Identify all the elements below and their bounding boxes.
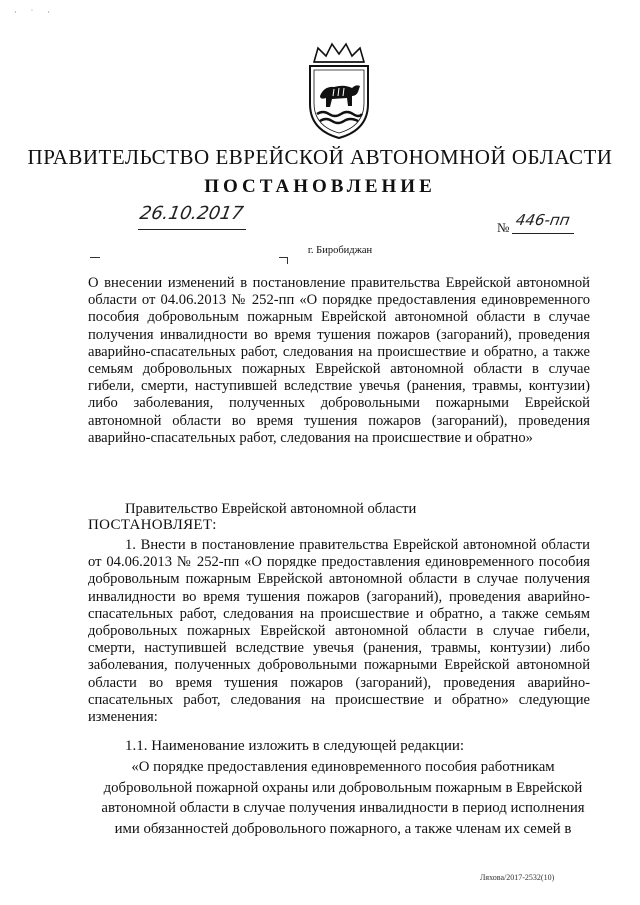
corner-mark-right xyxy=(279,257,288,264)
handwritten-number: 446-пп xyxy=(514,211,572,229)
footer-code: Ляхова/2017-2532(10) xyxy=(480,873,555,882)
quote-line: автономной области в случае получения инвалидности в период исполнения xyxy=(101,800,585,816)
quoted-title xyxy=(88,757,598,839)
document-type: ПОСТАНОВЛЕНИЕ xyxy=(204,176,436,197)
number-sign: № xyxy=(497,220,510,235)
quote-line: ими обязанностей добровольного пожарного, а также членам их семей в xyxy=(114,820,572,837)
date-underline xyxy=(138,229,246,230)
quote-line: добровольной пожарной охраны или добровольным пожарным в Еврейской xyxy=(103,779,583,796)
item-1-1: 1.1. Наименование изложить в следующей редакции: xyxy=(125,738,465,754)
corner-mark-left xyxy=(90,257,100,264)
quote-line: «О порядке предоставления единовременного пособия работникам xyxy=(131,759,555,775)
subject-paragraph: О внесении изменений в постановление правительства Еврейской автономной области от 04.06.2013 № 252-пп «О порядке предоставления единовременного пособия добровольным пожарным Еврейской автономной области в случае получения инвалидности во время тушения пожаров (загораний), проведения аварийно-спасательных работ, следования на происшествие и обратно, а также семьям добровольных пожарных Еврейской автономной области в случае гибели, смерти, наступившей вследствие увечья (ранения, травмы, контузии) либо заболевания, полученных добровольными пожарными Еврейской автономной области во время тушения пожаров (загораний), проведения аварийно-спасательных работ, следования на происшествие и обратно» xyxy=(88,275,590,446)
coat-of-arms-icon xyxy=(300,40,378,140)
item-1-paragraph: 1. Внести в постановление правительства Еврейской автономной области от 04.06.2013 № 252-пп «О порядке предоставления единовременного пособия добровольным пожарным Еврейской автономной области в случае получения инвалидности во время тушения пожаров (загораний), проведения аварийно-спасательных работ, следования на происшествие и обратно, а также семьям добровольных пожарных Еврейской автономной области в случае гибели, смерти, наступившей вследствие увечья (ранения, травмы, контузии) либо заболевания, полученных добровольными пожарными Еврейской автономной области во время тушения пожаров (загораний), проведения аварийно-спасательных работ, следования на происшествие и обратно» следующие изменения: xyxy=(88,537,590,726)
number-underline xyxy=(512,233,574,234)
government-name: Правительство Еврейской автономной области xyxy=(125,501,417,517)
resolves-heading: ПОСТАНОВЛЯЕТ: xyxy=(88,517,217,533)
city: г. Биробиджан xyxy=(307,245,373,256)
handwritten-date: 26.10.2017 xyxy=(138,203,245,224)
scan-marks: · ˙ · xyxy=(14,8,56,17)
government-title: ПРАВИТЕЛЬСТВО ЕВРЕЙСКОЙ АВТОНОМНОЙ ОБЛАСТИ xyxy=(27,145,613,169)
